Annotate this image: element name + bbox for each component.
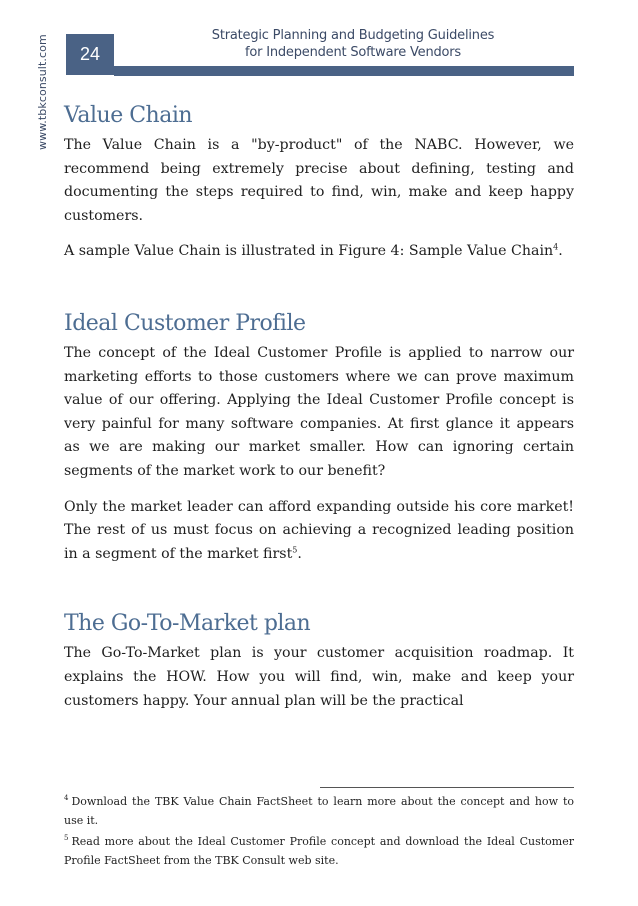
running-header-line1: Strategic Planning and Budgeting Guidelines [211, 28, 495, 43]
ideal-customer-paragraph-2-end: . [297, 545, 302, 562]
running-header-line2: for Independent Software Vendors [244, 45, 462, 60]
value-chain-paragraph-2 [64, 240, 574, 264]
footnote-4-number: 4 [64, 794, 69, 803]
header-bar [114, 66, 574, 76]
footnote-5-text: Read more about the Ideal Customer Profile concept and download the Ideal Customer Profile FactSheet from the TBK Consult web site. [64, 835, 574, 867]
footnote-divider [320, 787, 574, 788]
page-content [64, 100, 574, 713]
ideal-customer-paragraph-1: The concept of the Ideal Customer Profile is applied to narrow our marketing efforts to those customers where we can prove maximum value of our offering. Applying the Ideal Customer Profile concept is very painful for many software companies. At first glance it appears as we are making our market smaller. How can ignoring certain segments of the market work to our benefit? [64, 344, 574, 479]
footnote-ref-5[interactable]: 5 [292, 544, 298, 554]
value-chain-paragraph-1: The Value Chain is a "by-product" of the NABC. However, we recommend being extremely precise about defining, testing and documenting the steps required to find, win, make and keep happy customers. [64, 137, 574, 224]
value-chain-paragraph-2-end: . [558, 243, 563, 260]
page-number: 24 [66, 34, 114, 75]
footnote-ref-4[interactable]: 4 [553, 242, 559, 252]
heading-go-to-market: The Go-To-Market plan [64, 611, 311, 637]
ideal-customer-paragraph-2-text: Only the market leader can afford expanding outside his core market! The rest of us must focus on achieving a recognized leading position in a segment of the market first [64, 498, 574, 562]
heading-value-chain: Value Chain [64, 103, 193, 128]
footnote-5-number: 5 [64, 834, 69, 843]
footnotes [64, 793, 574, 873]
value-chain-paragraph-2-text: A sample Value Chain is illustrated in Figure 4: Sample Value Chain [64, 243, 554, 260]
ideal-customer-paragraph-2 [64, 496, 574, 567]
footnote-4-text: Download the TBK Value Chain FactSheet to learn more about the concept and how to use it. [64, 795, 574, 827]
heading-ideal-customer-profile: Ideal Customer Profile [64, 310, 306, 336]
website-url: www.tbkconsult.com [36, 34, 49, 150]
go-to-market-paragraph-1: The Go-To-Market plan is your customer acquisition roadmap. It explains the HOW. How you will find, win, make and keep your customers happy. Your annual plan will be the practical [64, 645, 574, 709]
footnote-5 [64, 833, 574, 870]
footnote-4 [64, 793, 574, 830]
running-header [134, 27, 572, 61]
